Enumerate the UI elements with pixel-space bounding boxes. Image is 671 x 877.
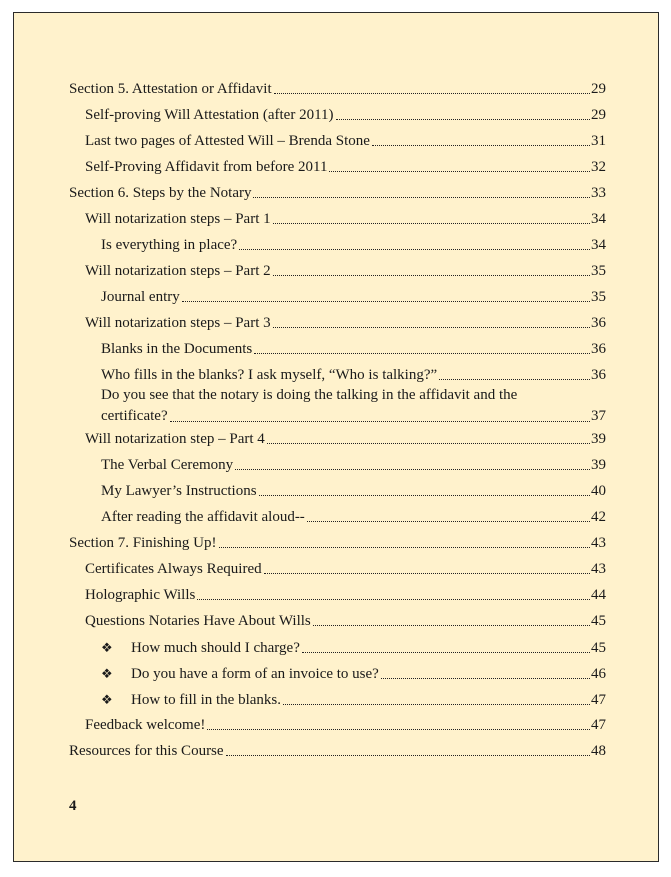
toc-entry-title: My Lawyer’s Instructions <box>101 483 257 499</box>
page-number: 4 <box>69 798 77 814</box>
toc-entry[interactable] <box>101 457 606 474</box>
toc-entry[interactable] <box>101 237 606 254</box>
toc-entry-title: Resources for this Course <box>69 743 224 759</box>
toc-entry-page: 36 <box>591 315 606 331</box>
toc-entry[interactable] <box>101 665 606 683</box>
dot-leader <box>264 572 590 574</box>
diamond-bullet-icon: ❖ <box>101 640 113 655</box>
toc-entry-title: Section 5. Attestation or Affidavit <box>69 81 272 97</box>
toc-entry-page: 47 <box>591 717 606 733</box>
toc-entry[interactable] <box>69 81 606 98</box>
toc-entry-page: 43 <box>591 561 606 577</box>
dot-leader <box>239 248 590 250</box>
toc-entry[interactable] <box>85 107 606 124</box>
toc-entry-title: Who fills in the blanks? I ask myself, “Who is talking?” <box>101 367 438 383</box>
dot-leader <box>439 378 590 380</box>
diamond-bullet-icon: ❖ <box>101 666 113 681</box>
toc-entry-title: Feedback welcome! <box>85 717 206 733</box>
toc-entry[interactable] <box>85 133 606 150</box>
toc-entry-page: 29 <box>591 107 606 123</box>
toc-entry-page: 31 <box>591 133 606 149</box>
toc-entry[interactable] <box>101 385 606 427</box>
dot-leader <box>267 442 590 444</box>
toc-entry-title-continued: certificate? <box>101 408 168 424</box>
toc-entry-title: Blanks in the Documents <box>101 341 253 357</box>
toc-entry[interactable] <box>69 743 606 760</box>
toc-entry[interactable] <box>101 341 606 358</box>
toc-entry-title: Do you have a form of an invoice to use? <box>131 666 379 682</box>
toc-entry-title: Will notarization steps – Part 2 <box>85 263 271 279</box>
toc-entry-title: After reading the affidavit aloud-- <box>101 509 305 525</box>
toc-entry-page: 46 <box>591 666 606 682</box>
toc-entry-page: 34 <box>591 237 606 253</box>
toc-entry-page: 35 <box>591 263 606 279</box>
dot-leader <box>283 703 590 705</box>
toc-entry-page: 39 <box>591 457 606 473</box>
toc-entry[interactable] <box>85 717 606 734</box>
toc-entry-page: 35 <box>591 289 606 305</box>
toc-entry[interactable] <box>85 159 606 176</box>
toc-entry[interactable] <box>85 315 606 332</box>
toc-entry-page: 45 <box>591 613 606 629</box>
toc-entry-page: 39 <box>591 431 606 447</box>
dot-leader <box>226 754 590 756</box>
toc-entry-page: 45 <box>591 640 606 656</box>
dot-leader <box>170 421 590 422</box>
dot-leader <box>273 274 590 276</box>
toc-entry-title: Is everything in place? <box>101 237 238 253</box>
dot-leader <box>274 92 590 94</box>
dot-leader <box>302 651 590 653</box>
toc-entry-title: Journal entry <box>101 289 180 305</box>
toc-entry[interactable] <box>85 211 606 228</box>
toc-entry[interactable] <box>69 535 606 552</box>
toc-entry-title: Do you see that the notary is doing the talking in the affidavit and the <box>101 387 518 403</box>
dot-leader <box>273 222 590 224</box>
toc-entry[interactable] <box>85 561 606 578</box>
toc-entry[interactable] <box>85 431 606 448</box>
toc-entry-page: 34 <box>591 211 606 227</box>
toc-entry[interactable] <box>85 613 606 630</box>
toc-entry-title: Section 7. Finishing Up! <box>69 535 217 551</box>
toc-entry-title: Will notarization step – Part 4 <box>85 431 265 447</box>
toc-entry[interactable] <box>101 367 606 384</box>
dot-leader <box>273 326 590 328</box>
toc-entry[interactable] <box>85 263 606 280</box>
dot-leader <box>254 352 590 354</box>
toc-entry-page: 32 <box>591 159 606 175</box>
toc-entry-page: 44 <box>591 587 606 603</box>
toc-entry-title: Certificates Always Required <box>85 561 262 577</box>
toc-entry-title: Holographic Wills <box>85 587 196 603</box>
toc-entry-page: 42 <box>591 509 606 525</box>
toc-entry-page: 40 <box>591 483 606 499</box>
toc-entry-title: Questions Notaries Have About Wills <box>85 613 311 629</box>
dot-leader <box>207 728 590 730</box>
toc-entry-title: Self-proving Will Attestation (after 2011) <box>85 107 334 123</box>
dot-leader <box>219 546 590 548</box>
toc-entry-page: 33 <box>591 185 606 201</box>
toc-entry-title: The Verbal Ceremony <box>101 457 234 473</box>
dot-leader <box>313 624 590 626</box>
toc-entry-title: How much should I charge? <box>131 640 300 656</box>
toc-entry[interactable] <box>101 639 606 657</box>
dot-leader <box>329 170 590 172</box>
toc-entry[interactable] <box>101 509 606 526</box>
toc-entry[interactable] <box>101 691 606 709</box>
toc-entry[interactable] <box>69 185 606 202</box>
dot-leader <box>381 677 590 679</box>
toc-entry-title: How to fill in the blanks. <box>131 692 281 708</box>
toc-entry[interactable] <box>85 587 606 604</box>
toc-entry[interactable] <box>101 289 606 306</box>
dot-leader <box>253 196 590 198</box>
dot-leader <box>235 468 590 470</box>
toc-entry-page: 36 <box>591 367 606 383</box>
toc-entry-page: 47 <box>591 692 606 708</box>
toc-entry-page: 29 <box>591 81 606 97</box>
toc-entry-title: Will notarization steps – Part 1 <box>85 211 271 227</box>
dot-leader <box>307 520 590 522</box>
toc-entry-page: 48 <box>591 743 606 759</box>
toc-entry-page: 37 <box>591 408 606 424</box>
toc-entry-title: Section 6. Steps by the Notary <box>69 185 252 201</box>
toc-entry-title: Will notarization steps – Part 3 <box>85 315 271 331</box>
toc-entry-title: Self-Proving Affidavit from before 2011 <box>85 159 328 175</box>
diamond-bullet-icon: ❖ <box>101 692 113 707</box>
dot-leader <box>259 494 590 496</box>
toc-entry-title: Last two pages of Attested Will – Brenda Stone <box>85 133 370 149</box>
dot-leader <box>336 118 590 120</box>
dot-leader <box>182 300 590 302</box>
toc-entry-page: 43 <box>591 535 606 551</box>
dot-leader <box>372 144 590 146</box>
dot-leader <box>197 598 590 600</box>
toc-entry-page: 36 <box>591 341 606 357</box>
document-page <box>13 12 659 862</box>
toc-entry[interactable] <box>101 483 606 500</box>
